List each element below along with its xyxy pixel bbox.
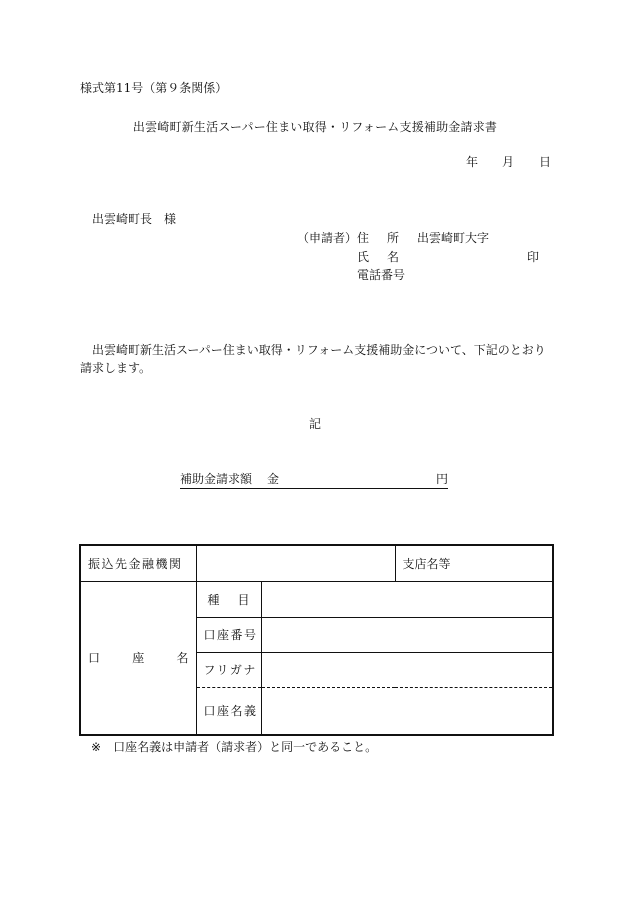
account-number-label: 口座番号 — [196, 617, 261, 652]
phone-label: 電話番号 — [357, 268, 406, 282]
applicant-label: （申請者） — [297, 231, 358, 245]
addressee: 出雲崎町長 様 — [92, 212, 177, 226]
seal-mark: 印 — [527, 250, 540, 264]
furigana-label: フリガナ — [196, 652, 261, 687]
date-day-label: 日 — [539, 155, 552, 169]
ki-heading: 記 — [308, 417, 321, 431]
form-number: 様式第11号（第９条関係） — [80, 81, 228, 95]
footnote — [91, 740, 377, 754]
request-body-text: 出雲崎町新生活スーパー住まい取得・リフォーム支援補助金について、下記のとおり請求します。 — [80, 343, 546, 375]
date-year-label: 年 — [466, 155, 479, 169]
amount-kin-label: 金 — [267, 472, 280, 486]
branch-field[interactable] — [395, 545, 553, 581]
type-label-char-1: 種 — [207, 592, 220, 607]
amount-yen-label: 円 — [435, 472, 448, 486]
account-name-label: 口座名義 — [196, 687, 261, 735]
bank-name-field[interactable] — [196, 545, 395, 581]
document-title: 出雲崎町新生活スーパー住まい取得・リフォーム支援補助金請求書 — [132, 120, 498, 134]
branch-label: 支店名等 — [402, 556, 451, 571]
amount-label: 補助金請求額 — [180, 472, 253, 486]
footnote-text: 口座名義は申請者（請求者）と同一であること。 — [113, 740, 378, 754]
account-number-field[interactable] — [261, 617, 553, 652]
address-label: 住所 — [357, 231, 418, 245]
account-name-field[interactable] — [261, 687, 553, 735]
account-label-char-2: 座 — [132, 651, 145, 666]
footnote-mark: ※ — [91, 740, 102, 754]
bank-label: 振込先金融機関 — [80, 545, 196, 581]
date-month-label: 月 — [502, 155, 515, 169]
type-label-char-2: 目 — [237, 592, 250, 607]
account-label-cell — [80, 581, 196, 735]
account-label-char-1: 口 — [88, 651, 101, 666]
amount-field[interactable] — [180, 472, 448, 489]
account-type-field[interactable] — [261, 581, 553, 617]
furigana-field[interactable] — [261, 652, 553, 687]
account-label-char-3: 名 — [176, 651, 189, 666]
type-label-cell — [196, 581, 261, 617]
address-value: 出雲崎町大字 — [417, 231, 490, 245]
name-label: 氏名 — [357, 250, 418, 264]
bank-account-table — [79, 544, 554, 736]
